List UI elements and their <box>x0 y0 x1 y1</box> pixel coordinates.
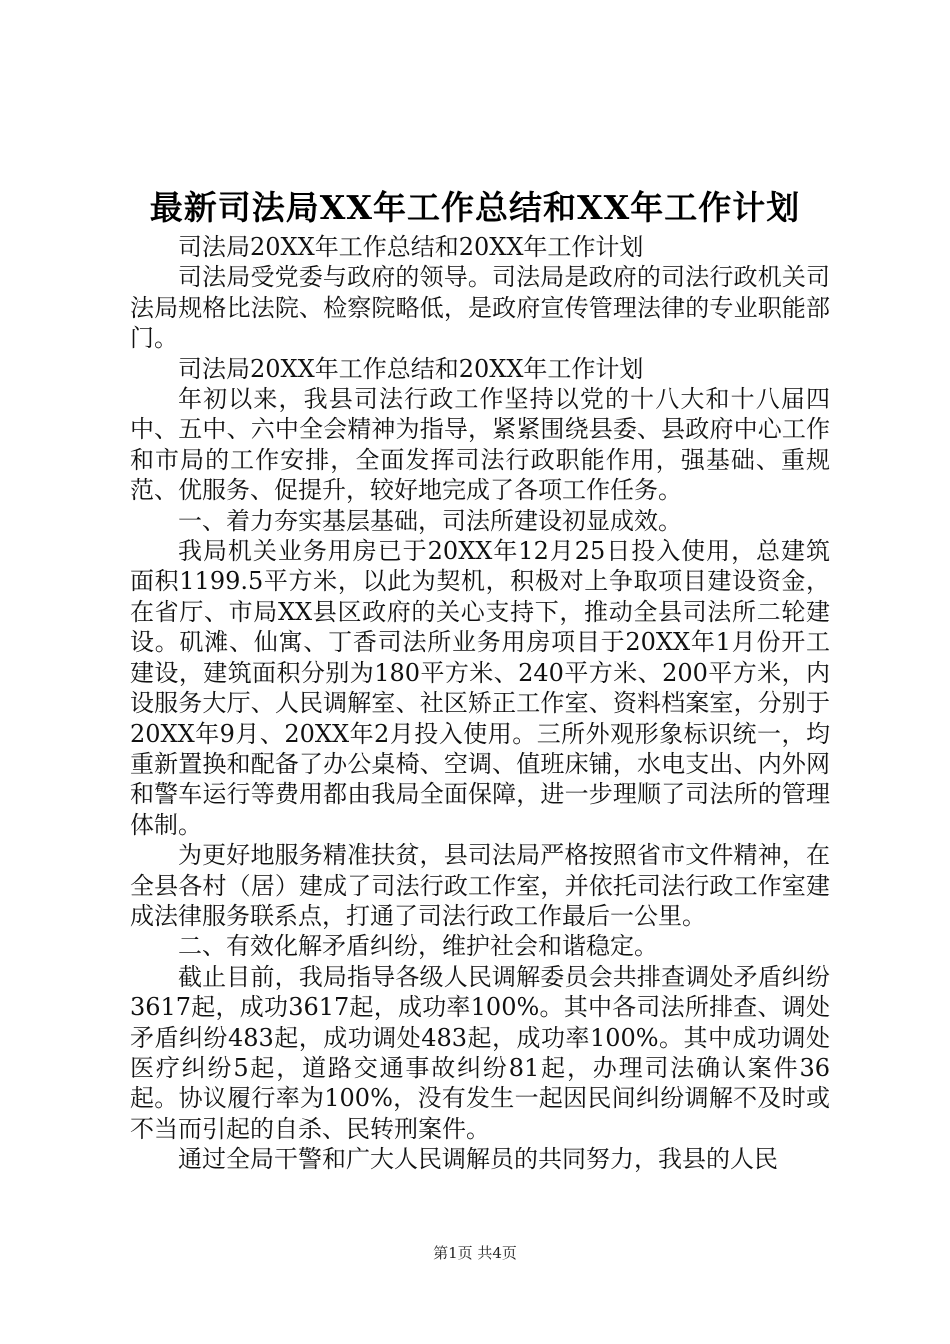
paragraph: 一、着力夯实基层基础，司法所建设初显成效。 <box>178 506 682 535</box>
paragraph: 司法局受党委与政府的领导。司法局是政府的司法行政机关司法局规格比法院、检察院略低，是政府宣传管理法律的专业职能部门。 <box>130 263 830 353</box>
paragraph: 年初以来，我县司法行政工作坚持以党的十八大和十八届四中、五中、六中全会精神为指导，紧紧围绕县委、县政府中心工作和市局的工作安排，全面发挥司法行政职能作用，强基础、重规范、优服务、促提升，较好地完成了各项工作任务。 <box>130 385 830 505</box>
paragraph: 为更好地服务精准扶贫，县司法局严格按照省市文件精神，在全县各村（居）建成了司法行政工作室，并依托司法行政工作室建成法律服务联系点，打通了司法行政工作最后一公里。 <box>130 841 830 930</box>
page-number-footer: 第1页 共4页 <box>433 1244 517 1262</box>
paragraph: 司法局20XX年工作总结和20XX年工作计划 <box>178 354 644 383</box>
document-title: 最新司法局XX年工作总结和XX年工作计划 <box>149 188 801 227</box>
paragraph: 截止目前，我局指导各级人民调解委员会共排查调处矛盾纠纷3617起，成功3617起，成功率100%。其中各司法所排查、调处矛盾纠纷483起，成功调处483起，成功率100%。其中成功调处医疗纠纷5起，道路交通事故纠纷81起，办理司法确认案件36起。协议履行率为100%，没有发生一起因民间纠纷调解不及时或不当而引起的自杀、民转刑案件。 <box>130 962 830 1143</box>
paragraph: 通过全局干警和广大人民调解员的共同努力，我县的人民 <box>178 1145 778 1174</box>
document-body <box>130 232 830 1175</box>
paragraph: 二、有效化解矛盾纠纷，维护社会和谐稳定。 <box>178 932 658 961</box>
paragraph: 司法局20XX年工作总结和20XX年工作计划 <box>178 233 644 261</box>
paragraph: 我局机关业务用房已于20XX年12月25日投入使用，总建筑面积1199.5平方米，以此为契机，积极对上争取项目建设资金，在省厅、市局XX县区政府的关心支持下，推动全县司法所二轮建设。矶滩、仙寓、丁香司法所业务用房项目于20XX年1月份开工建设，建筑面积分别为180平方米、240平方米、200平方米，内设服务大厅、人民调解室、社区矫正工作室、资料档案室，分别于20XX年9月、20XX年2月投入使用。三所外观形象标识统一，均重新置换和配备了办公桌椅、空调、值班床铺，水电支出、内外网和警车运行等费用都由我局全面保障，进一步理顺了司法所的管理体制。 <box>130 537 830 839</box>
